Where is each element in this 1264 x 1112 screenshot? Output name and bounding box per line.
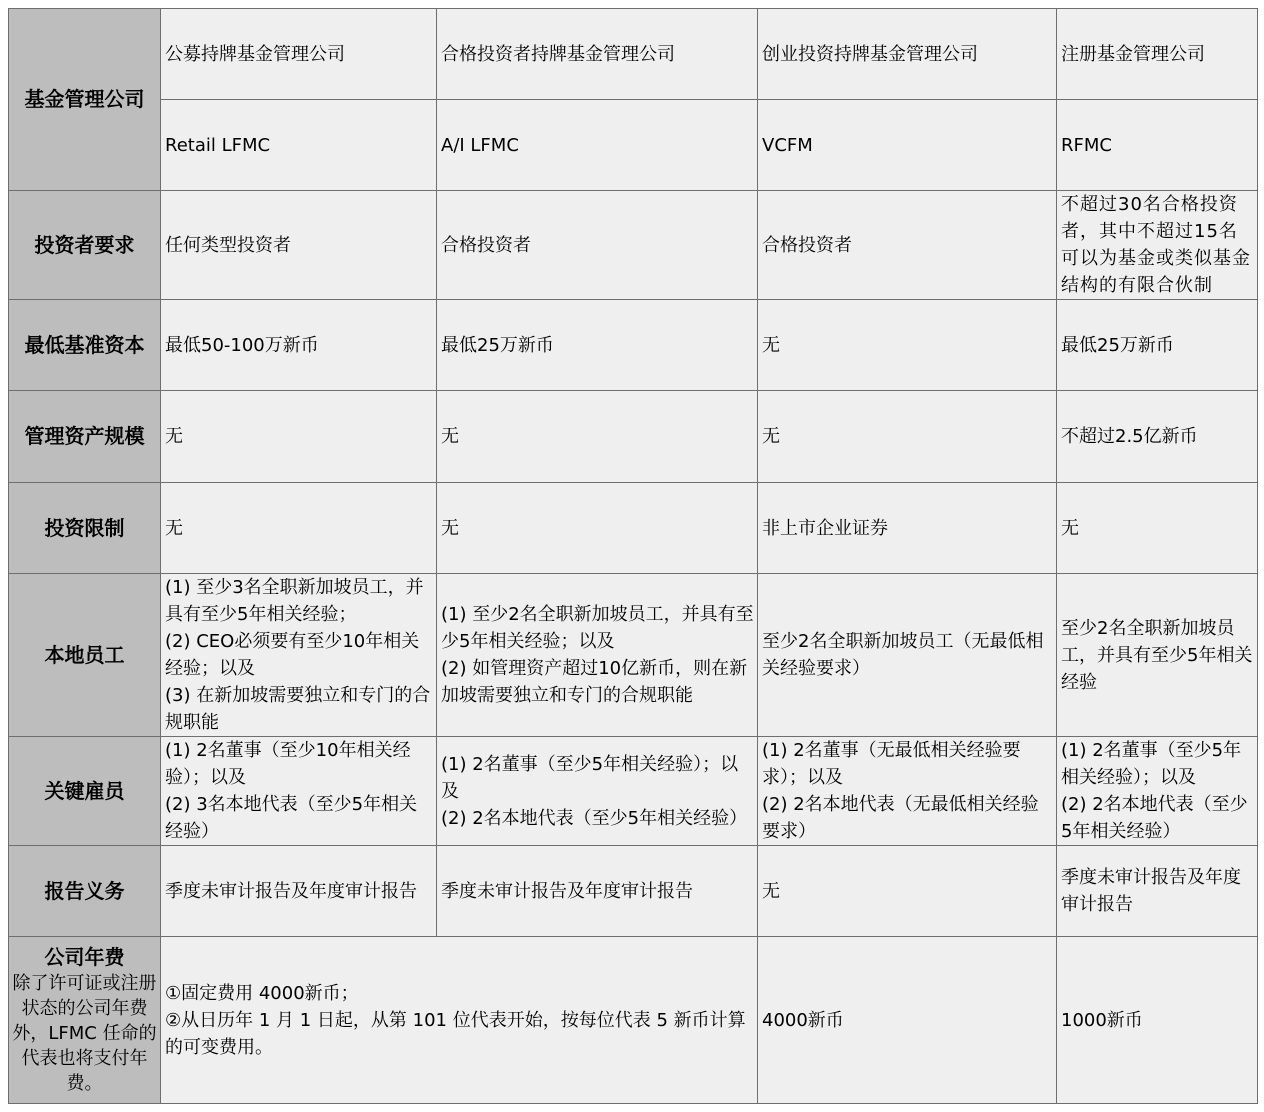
row-label: 公司年费 — [44, 945, 125, 969]
table-cell: 无 — [437, 483, 758, 574]
table-cell: 4000新币 — [758, 937, 1057, 1104]
table-cell: (1) 2名董事（至少5年相关经验）；以及 (2) 2名本地代表（至少5年相关经验） — [1057, 737, 1258, 846]
table-cell: 无 — [161, 483, 437, 574]
table-row-investment-restriction — [9, 483, 1258, 574]
table-row-investor-requirement — [9, 191, 1258, 300]
table-cell: 季度未审计报告及年度审计报告 — [1057, 846, 1258, 937]
table-cell: 不超过30名合格投资者，其中不超过15名可以为基金或类似基金结构的有限合伙制 — [1057, 191, 1258, 300]
row-label-annual-fee — [9, 937, 161, 1104]
table-row-min-capital — [9, 300, 1258, 391]
table-cell: 不超过2.5亿新币 — [1057, 391, 1258, 483]
row-label: 关键雇员 — [9, 737, 161, 846]
table-cell: 无 — [1057, 483, 1258, 574]
row-label: 投资限制 — [9, 483, 161, 574]
column-header-cn: 注册基金管理公司 — [1057, 9, 1258, 100]
table-cell-lfmc-fee: ①固定费用 4000新币； ②从日历年 1 月 1 日起，从第 101 位代表开始，按每位代表 5 新币计算的可变费用。 — [161, 937, 758, 1104]
table-cell: (1) 2名董事（至少5年相关经验）；以及 (2) 2名本地代表（至少5年相关经验） — [437, 737, 758, 846]
column-header-cn: 公募持牌基金管理公司 — [161, 9, 437, 100]
table-cell: 最低50-100万新币 — [161, 300, 437, 391]
column-header-en: A/I LFMC — [437, 100, 758, 191]
table-cell: 合格投资者 — [437, 191, 758, 300]
table-cell: 合格投资者 — [758, 191, 1057, 300]
column-header-cn: 合格投资者持牌基金管理公司 — [437, 9, 758, 100]
table-cell: (1) 2名董事（至少10年相关经验）；以及 (2) 3名本地代表（至少5年相关经验） — [161, 737, 437, 846]
table-cell: 任何类型投资者 — [161, 191, 437, 300]
table-cell: 无 — [437, 391, 758, 483]
table-cell: 1000新币 — [1057, 937, 1258, 1104]
table-cell: (1) 至少3名全职新加坡员工，并具有至少5年相关经验； (2) CEO必须要有至少10年相关经验；以及 (3) 在新加坡需要独立和专门的合规职能 — [161, 574, 437, 737]
row-label-note: 除了许可证或注册状态的公司年费外，LFMC 任命的代表也将支付年费。 — [12, 973, 157, 1094]
row-label: 投资者要求 — [9, 191, 161, 300]
row-label: 报告义务 — [9, 846, 161, 937]
table-cell: 无 — [758, 300, 1057, 391]
row-label: 本地员工 — [9, 574, 161, 737]
table-cell: (1) 至少2名全职新加坡员工，并具有至少5年相关经验；以及 (2) 如管理资产超过10亿新币，则在新加坡需要独立和专门的合规职能 — [437, 574, 758, 737]
table-cell: (1) 2名董事（无最低相关经验要求）；以及 (2) 2名本地代表（无最低相关经验要求） — [758, 737, 1057, 846]
header-row-cn — [9, 9, 1258, 100]
column-header-en: Retail LFMC — [161, 100, 437, 191]
row-label-fund-manager: 基金管理公司 — [9, 9, 161, 191]
table-cell: 最低25万新币 — [437, 300, 758, 391]
table-row-annual-fee — [9, 937, 1258, 1104]
table-row-aum — [9, 391, 1258, 483]
table-cell: 季度未审计报告及年度审计报告 — [437, 846, 758, 937]
table-cell: 至少2名全职新加坡员工（无最低相关经验要求） — [758, 574, 1057, 737]
table-cell: 无 — [758, 391, 1057, 483]
table-cell: 无 — [161, 391, 437, 483]
table-cell: 最低25万新币 — [1057, 300, 1258, 391]
table-row-local-staff — [9, 574, 1258, 737]
table-row-reporting — [9, 846, 1258, 937]
row-label: 最低基准资本 — [9, 300, 161, 391]
column-header-cn: 创业投资持牌基金管理公司 — [758, 9, 1057, 100]
table-row-key-employees — [9, 737, 1258, 846]
table-cell: 无 — [758, 846, 1057, 937]
fund-manager-comparison-table — [8, 8, 1258, 1104]
table-cell: 非上市企业证券 — [758, 483, 1057, 574]
table-cell: 季度未审计报告及年度审计报告 — [161, 846, 437, 937]
column-header-en: RFMC — [1057, 100, 1258, 191]
header-row-en — [9, 100, 1258, 191]
column-header-en: VCFM — [758, 100, 1057, 191]
row-label: 管理资产规模 — [9, 391, 161, 483]
table-cell: 至少2名全职新加坡员工，并具有至少5年相关经验 — [1057, 574, 1258, 737]
